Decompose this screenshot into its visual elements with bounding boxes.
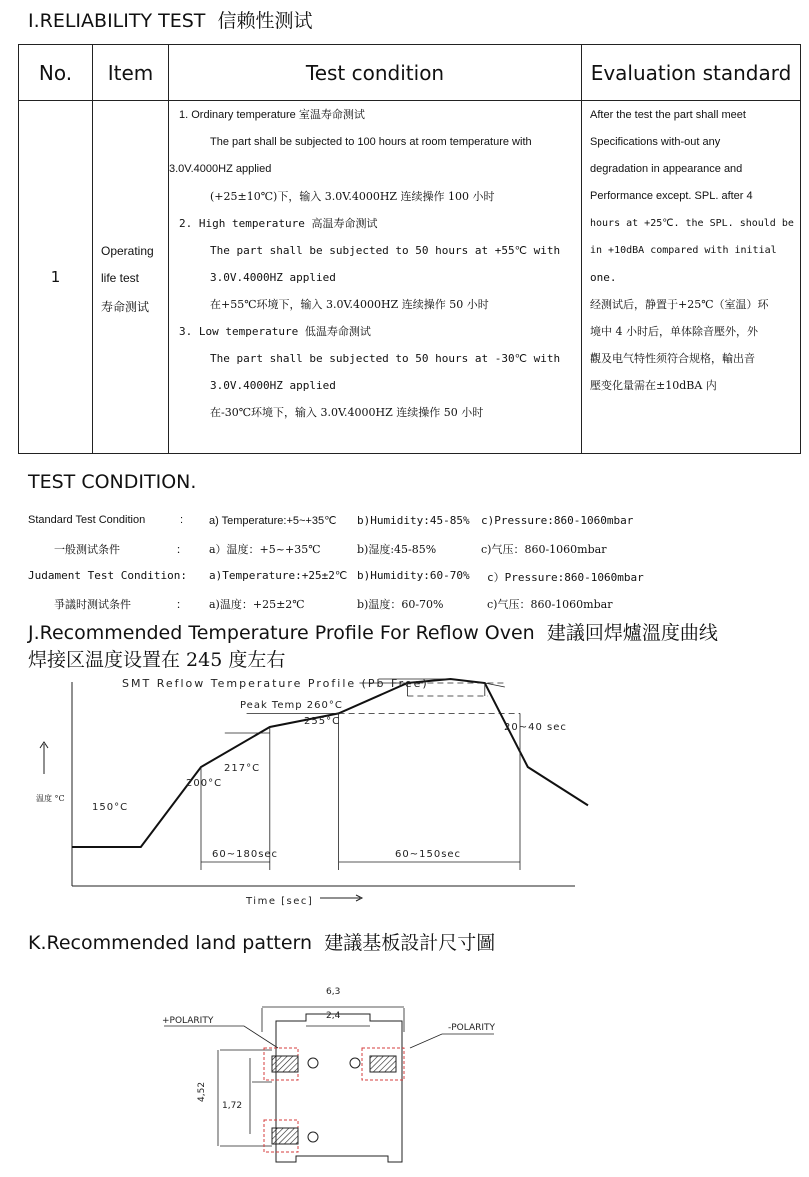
cell-evaluation xyxy=(582,101,801,454)
condition-line: 3.0V.4000HZ applied xyxy=(169,163,272,175)
pos-leader xyxy=(164,1026,278,1048)
evaluation-line: 壓变化量需在±10dBA 内 xyxy=(590,379,717,392)
pad-pos xyxy=(272,1056,298,1072)
item-line: life test xyxy=(101,271,140,285)
condition-row-b: b)温度：60-70% xyxy=(357,598,444,611)
condition-row-c: c）Pressure:860-1060mbar xyxy=(487,571,644,584)
evaluation-line: 觀及电气特性须符合规格，輸出音 xyxy=(590,352,755,365)
dim-pitch-label: 1,72 xyxy=(222,1101,243,1111)
condition-row-c: c)气压：860-1060mbar xyxy=(487,598,613,611)
peak-label: Peak Temp 260°C xyxy=(240,700,343,711)
via-hole xyxy=(308,1058,318,1068)
t200-label: 200°C xyxy=(186,778,223,789)
cell-item xyxy=(93,101,169,454)
t150-label: 150°C xyxy=(92,802,129,813)
condition-line: 在+55℃环境下，输入 3.0V.4000HZ 连续操作 50 小时 xyxy=(210,298,489,311)
condition-row-c: c)气压：860-1060mbar xyxy=(481,543,607,556)
condition-line: The part shall be subjected to 50 hours at +55℃ with xyxy=(210,244,561,257)
dim-height-label: 4,52 xyxy=(197,1081,207,1102)
cell-test-condition xyxy=(169,101,582,454)
pad-bottom xyxy=(272,1128,298,1144)
section-j-subtitle: 焊接区温度设置在 245 度左右 xyxy=(28,649,286,671)
header-no: No. xyxy=(19,45,93,101)
test-condition-title: TEST CONDITION. xyxy=(28,471,197,493)
window-top-label: 20~40 sec xyxy=(504,722,567,733)
chart-title: SMT Reflow Temperature Profile (Pb Free) xyxy=(122,677,429,690)
condition-row-b: b)Humidity:45-85% xyxy=(357,514,470,527)
evaluation-line: in +10dBA compared with initial xyxy=(590,245,777,256)
condition-row-b: b)湿度:45-85% xyxy=(357,543,437,556)
dim-total-label: 6,3 xyxy=(326,987,341,997)
evaluation-line: Specifications with-out any xyxy=(590,136,721,148)
section-j-title: J.Recommended Temperature Profile For Reflow Oven 建議回焊爐溫度曲线 xyxy=(28,622,718,644)
condition-row-label: 一般测试条件 xyxy=(54,543,120,556)
header-item: Item xyxy=(93,45,169,101)
reflow-profile-chart xyxy=(30,674,605,906)
evaluation-line: Performance except. SPL. after 4 xyxy=(590,190,753,202)
polarity-neg-label: -POLARITY xyxy=(448,1023,496,1033)
condition-line: 3.0V.4000HZ applied xyxy=(210,379,336,392)
condition-line: 1. Ordinary temperature 室温寿命测试 xyxy=(179,109,365,121)
neg-leader xyxy=(410,1034,494,1048)
condition-line: (+25±10℃)下，输入 3.0V.4000HZ 连续操作 100 小时 xyxy=(210,190,495,203)
condition-line: The part shall be subjected to 100 hours at room temperature with xyxy=(210,136,532,148)
evaluation-line: one. xyxy=(590,271,617,284)
condition-line: 3. Low temperature 低温寿命测试 xyxy=(179,325,371,338)
liquidus-window-label: 60~150sec xyxy=(395,849,462,860)
pad-neg xyxy=(370,1056,396,1072)
preheat-window-label: 60~180sec xyxy=(212,849,279,860)
header-test-condition: Test condition xyxy=(169,45,582,101)
condition-row-label: Judament Test Condition: xyxy=(28,569,187,582)
condition-line: 3.0V.4000HZ applied xyxy=(210,271,336,284)
chart-x-label: Time [sec] xyxy=(246,896,314,906)
condition-row-c: c)Pressure:860-1060mbar xyxy=(481,514,634,527)
polarity-pos-label: +POLARITY xyxy=(162,1016,214,1026)
dim-inner-label: 2,4 xyxy=(326,1011,341,1021)
evaluation-line: After the test the part shall meet xyxy=(590,109,746,121)
evaluation-line: hours at +25℃. the SPL. should be xyxy=(590,218,794,229)
condition-row-a: a) Temperature:+5~+35℃ xyxy=(209,515,337,527)
evaluation-line: 经测试后，静置于+25℃（室温）环 xyxy=(590,298,769,311)
via-hole xyxy=(308,1132,318,1142)
t217-label: 217°C xyxy=(224,763,261,774)
condition-row-a: a)Temperature:+25±2℃ xyxy=(209,569,348,582)
land-pattern-drawing xyxy=(150,978,520,1168)
condition-row-sep: ： xyxy=(176,543,187,556)
condition-row-a: a）温度：+5~+35℃ xyxy=(209,543,321,556)
condition-line: 2. High temperature 高温寿命测试 xyxy=(179,217,378,230)
evaluation-line: degradation in appearance and xyxy=(590,163,743,175)
cell-no: 1 xyxy=(19,101,93,454)
condition-row-sep: : xyxy=(180,514,184,526)
condition-row-b: b)Humidity:60-70% xyxy=(357,569,470,582)
header-evaluation: Evaluation standard xyxy=(582,45,801,101)
condition-line: 在-30℃环境下，输入 3.0V.4000HZ 连续操作 50 小时 xyxy=(210,406,484,419)
evaluation-line: 境中 4 小时后，单体除音壓外，外 xyxy=(590,325,758,338)
section-i-title: I.RELIABILITY TEST 信赖性测试 xyxy=(28,10,313,32)
item-line: Operating xyxy=(101,244,154,258)
condition-row-sep: ： xyxy=(176,598,187,611)
t255-label: 255°C xyxy=(304,716,341,727)
condition-line: The part shall be subjected to 50 hours at -30℃ with xyxy=(210,352,561,365)
condition-row-label: 爭議时测试条件 xyxy=(54,598,131,611)
reliability-table xyxy=(18,44,801,454)
window-top-leader xyxy=(485,683,505,687)
condition-row-label: Standard Test Condition xyxy=(28,514,146,526)
section-k-title: K.Recommended land pattern 建議基板設計尺寸圖 xyxy=(28,932,496,954)
via-hole xyxy=(350,1058,360,1068)
condition-row-a: a)温度：+25±2℃ xyxy=(209,598,305,611)
chart-y-label: 温度 °C xyxy=(36,794,65,803)
item-line: 寿命测试 xyxy=(101,300,150,314)
